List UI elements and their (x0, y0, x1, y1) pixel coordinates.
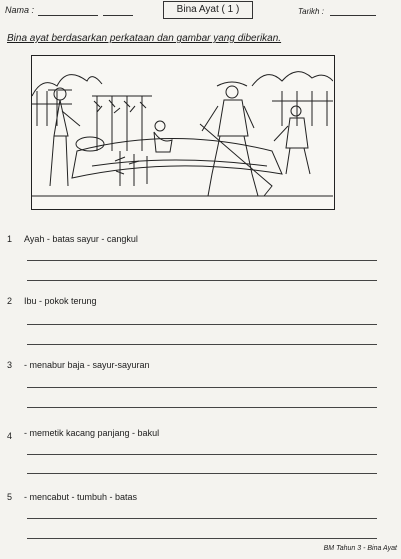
answer-line-3a[interactable] (27, 387, 377, 388)
date-label: Tarikh : (298, 7, 324, 16)
answer-line-2a[interactable] (27, 324, 377, 325)
date-blank-line[interactable] (330, 15, 376, 16)
worksheet-header (0, 0, 401, 24)
question-number-2: 2 (7, 296, 13, 306)
question-prompt-1: Ayah - batas sayur - cangkul (24, 234, 138, 244)
answer-line-2b[interactable] (27, 344, 377, 345)
answer-line-5b[interactable] (27, 538, 377, 539)
answer-line-1b[interactable] (27, 280, 377, 281)
instruction-text: Bina ayat berdasarkan perkataan dan gambar yang diberikan. (7, 33, 282, 44)
question-number-1: 1 (7, 234, 13, 244)
answer-line-4b[interactable] (27, 473, 377, 474)
answer-line-1a[interactable] (27, 260, 377, 261)
question-prompt-2: Ibu - pokok terung (24, 296, 97, 306)
footer-label: BM Tahun 3 - Bina Ayat (323, 545, 397, 552)
answer-line-3b[interactable] (27, 407, 377, 408)
name-blank-line[interactable] (38, 15, 98, 16)
answer-line-4a[interactable] (27, 454, 377, 455)
name-blank-line-2[interactable] (103, 15, 133, 16)
question-number-4: 4 (7, 431, 13, 441)
question-number-5: 5 (7, 492, 13, 502)
question-prompt-4: - memetik kacang panjang - bakul (24, 428, 160, 438)
worksheet-title: Bina Ayat ( 1 ) (163, 1, 253, 19)
question-number-3: 3 (7, 360, 13, 370)
garden-illustration (31, 55, 335, 210)
question-prompt-3: - menabur baja - sayur-sayuran (24, 360, 150, 370)
answer-line-5a[interactable] (27, 518, 377, 519)
garden-scene-drawing (32, 56, 333, 208)
question-prompt-5: - mencabut - tumbuh - batas (24, 492, 138, 502)
name-label: Nama : (5, 5, 35, 15)
